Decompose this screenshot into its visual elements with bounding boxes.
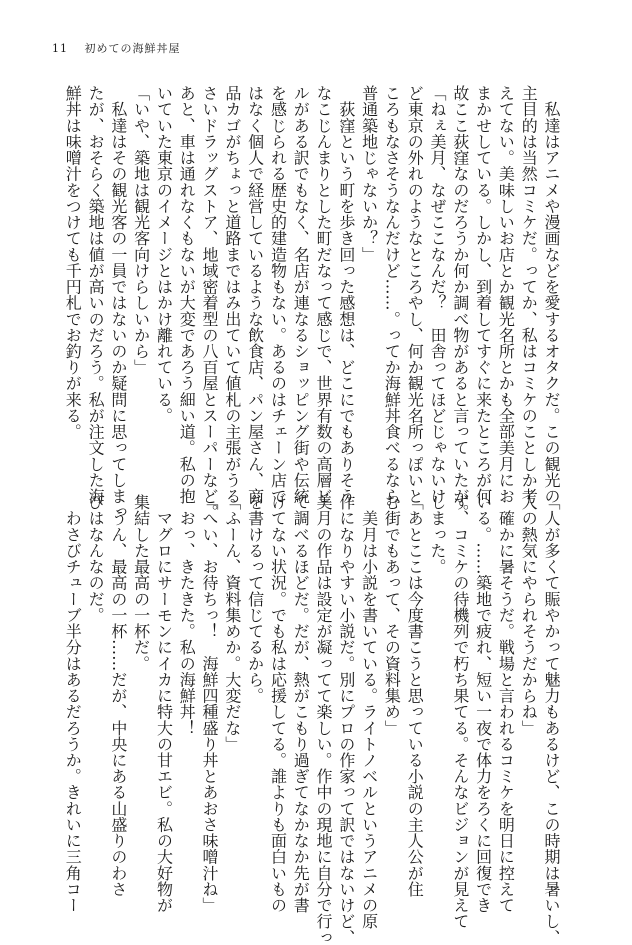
text-line: む街でもあって、その資料集め」 <box>382 494 402 736</box>
text-line: ルがある訳でもなく、名店が連なるショッピング街や伝統 <box>291 85 311 505</box>
running-header <box>52 40 181 56</box>
upper-text-block <box>63 85 562 521</box>
text-line: 「人が多くて賑やかって魅力もあるけど、この時期は暑いし、 <box>542 494 561 945</box>
text-line: あと、車は通れなくもないが大変であろう細い道。私の抱 <box>177 85 197 505</box>
text-line: なこじんまりとした町だなって感じで、世界有数の高層ビ <box>314 85 334 505</box>
text-line: マグロにサーモンにイカに特大の甘エビ。私の大好物が <box>154 494 174 914</box>
text-line: うん、最高の一杯……だが、中央にある山盛りのわさ <box>108 494 128 897</box>
text-line: まかせしている。しかし、到着してすぐに来たところが何 <box>473 85 493 505</box>
chapter-title: 初めての海鮮丼屋 <box>84 42 181 55</box>
text-line: 私達はその観光客の一員ではないのか疑問に思ってしまっ <box>108 85 128 521</box>
text-line: しまった。 <box>428 494 448 575</box>
text-line: 故ここ荻窪なのだろうか何か調べ物があると言っていたが。 <box>450 85 470 521</box>
text-line: 集結した最高の一杯だ。 <box>131 494 151 672</box>
text-line: はなく個人で経営しているような飲食店、パン屋さん、商 <box>245 85 265 505</box>
text-line: 確かに暑そうだ。戦場と言われるコミケを明日に控えて <box>496 494 516 914</box>
text-line: 「ふーん、資料集めか。大変だな」 <box>222 494 242 752</box>
text-line: いていた東京のイメージとはかけ離れている。 <box>154 85 174 424</box>
text-line: 「へい、お待ちっ！ 海鮮四種盛り丼とあおさ味噌汁ね」 <box>200 494 220 914</box>
text-line: 普通築地じゃないか？」 <box>359 85 379 263</box>
text-line: て調べるほどだ。だが、熱がこもり過ぎてなかなか先が書 <box>291 494 311 914</box>
text-line: 「あとここは今度書こうと思っている小説の主人公が住 <box>405 494 425 897</box>
text-line: 荻窪という町を歩き回った感想は、どこにでもありそう <box>336 85 356 505</box>
text-line: さいドラッグストア、地域密着型の八百屋とスーパーなど。 <box>200 85 220 521</box>
text-line: 美月の作品は設定が凝ってて楽しい。作中の現地に自分で行っ <box>314 494 334 945</box>
lower-text-block <box>63 494 562 945</box>
text-line: けてない状況。でも私は応援してる。誰よりも面白いもの <box>268 494 288 914</box>
text-line: びはなんなのだ。 <box>86 494 106 623</box>
text-line: たが、おそらく築地は値が高いのだろう。私が注文した海 <box>86 85 106 505</box>
text-line: ころもなさそうなんだけど……。ってか海鮮丼食べるなら <box>382 85 402 505</box>
text-line: を感じられる歴史的建造物もない。あるのはチェーン店で <box>268 85 288 505</box>
text-line: 「いや、築地は観光客向けらしいから」 <box>131 85 151 376</box>
page-number: 11 <box>52 42 68 55</box>
text-line: 作になりやすい小説だ。別にプロの作家って訳ではないけど、 <box>336 494 356 945</box>
text-line: わさびチューブ半分はあるだろうか。きれいに三角コー <box>63 494 83 914</box>
text-line: 私達はアニメや漫画などを愛するオタクだ。この観光の <box>542 85 561 505</box>
text-line: 鮮丼は味噌汁をつけても千円札でお釣りが来る。 <box>63 85 83 440</box>
text-line: いる。……築地で疲れ、短い一夜で体力をろくに回復でき <box>473 494 493 914</box>
text-line: を書けるって信じてるから。 <box>245 494 265 704</box>
text-line: 主目的は当然コミケだ。ってか、私はコミケのことしか考 <box>519 85 539 505</box>
text-line: ず、コミケの待機列で朽ち果てる。そんなビジョンが見えて <box>450 494 470 930</box>
text-line: えてない。美味しいお店とか観光名所とかも全部美月にお <box>496 85 516 505</box>
text-line: おっ、きたきた。私の海鮮丼！ <box>177 494 197 736</box>
text-line: 美月は小説を書いている。ライトノベルというアニメの原 <box>359 494 379 930</box>
text-line: ど東京の外れのようなところやし、何か観光名所っぽいと <box>405 85 425 505</box>
text-line: 品カゴがちょっと道路まではみ出ていて値札の主張がうる <box>222 85 242 505</box>
text-line: 「ねぇ美月、なぜここなんだ？ 田舎ってほどじゃないけ <box>428 85 448 505</box>
text-line: 人の熱気にやられそうだからね」 <box>519 494 539 736</box>
